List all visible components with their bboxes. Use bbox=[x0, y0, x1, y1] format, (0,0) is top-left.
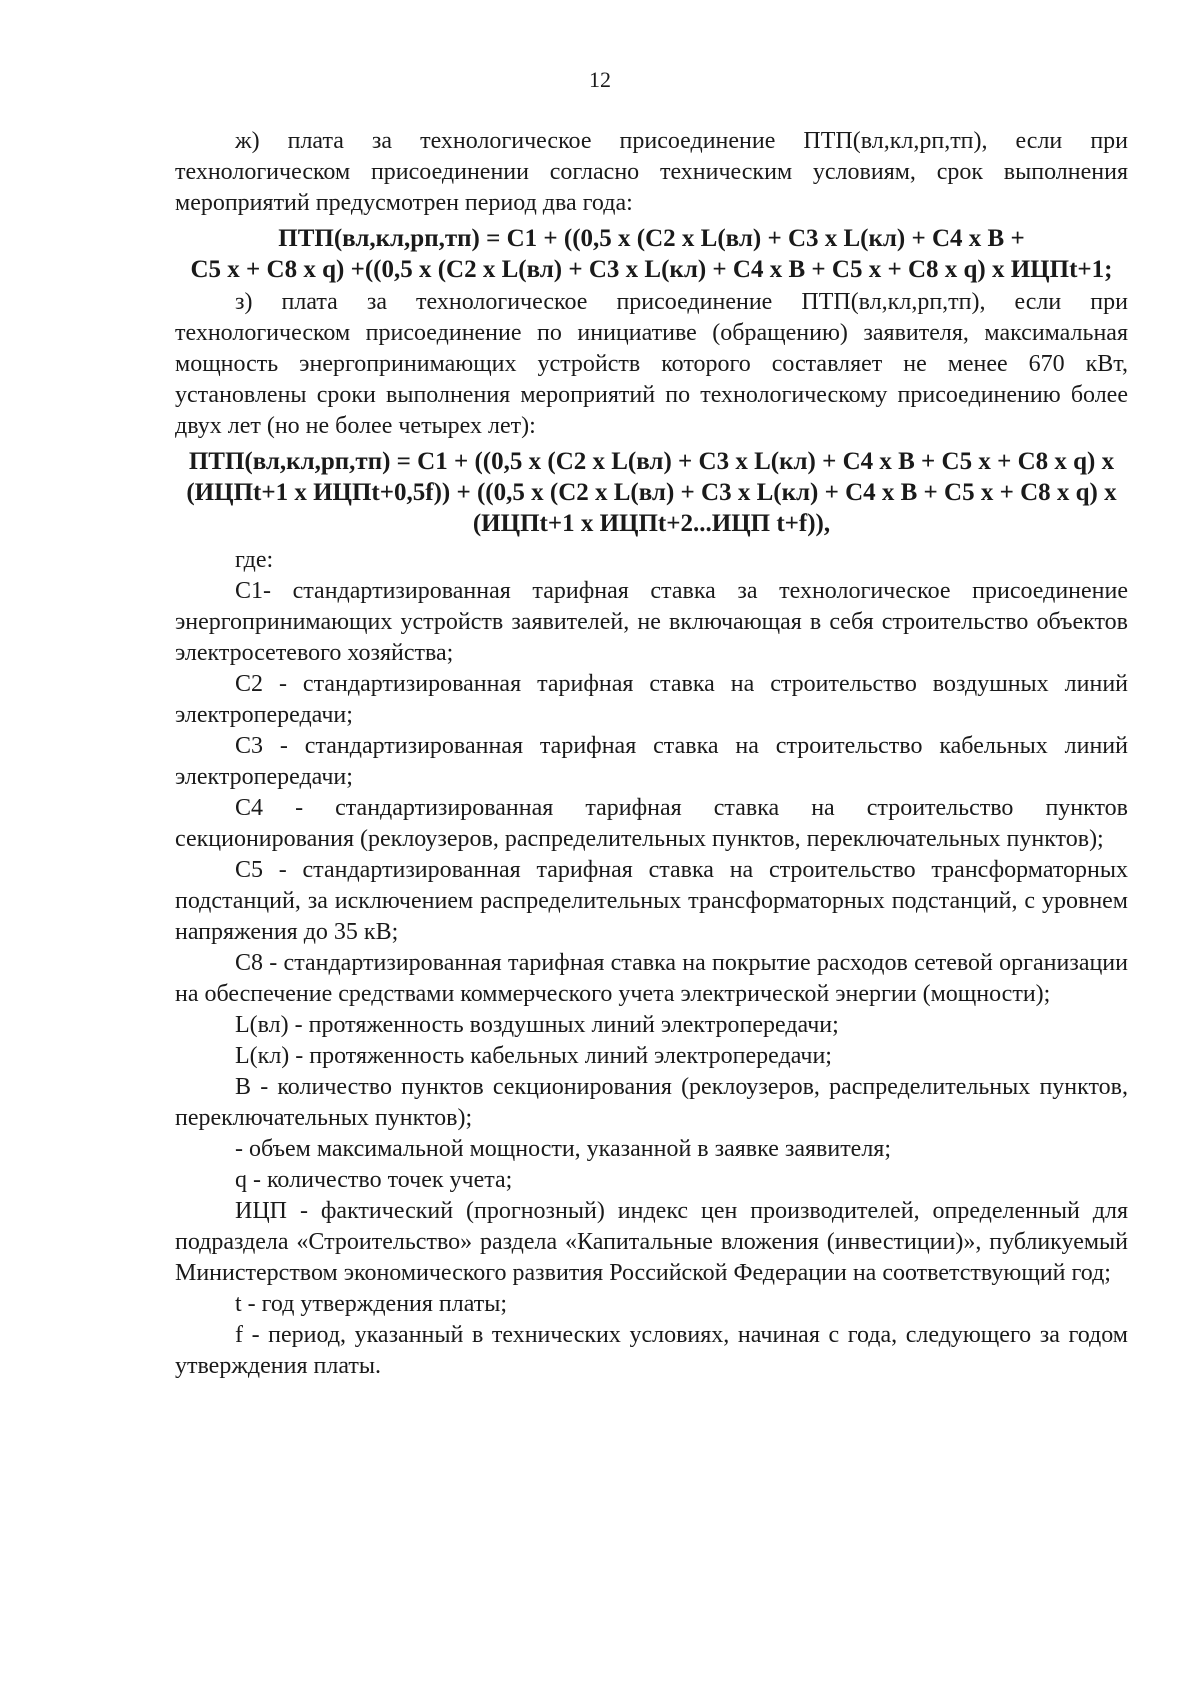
formula-2-line-1: ПТП(вл,кл,рп,тп) = С1 + ((0,5 х (С2 х L(вл) + С3 х L(кл) + С4 х В + С5 х + С8 х q) х bbox=[188, 448, 1115, 475]
definition-c4: С4 - стандартизированная тарифная ставка на строительство пунктов секционирования (реклоузеров, распределительных пунктов, переключательных пунктов); bbox=[175, 795, 1128, 852]
definition-l-vl: L(вл) - протяженность воздушных линий электропередачи; bbox=[235, 1012, 839, 1038]
formula-2-line-2: (ИЦПt+1 х ИЦПt+0,5f)) + ((0,5 х (С2 х L(вл) + С3 х L(кл) + С4 х В + С5 х + С8 х q) х bbox=[186, 479, 1117, 506]
definition-b: В - количество пунктов секционирования (реклоузеров, распределительных пунктов, переключательных пунктов); bbox=[175, 1074, 1128, 1131]
definition-c3: С3 - стандартизированная тарифная ставка на строительство кабельных линий электропередачи; bbox=[175, 733, 1128, 790]
formula-2 bbox=[175, 446, 1128, 539]
paragraph-z: з) плата за технологическое присоединение ПТП(вл,кл,рп,тп), если при технологическом присоединение по инициативе (обращению) заявителя, максимальная мощность энергопринимающих устройств которого составляет не менее 670 кВт, установлены сроки выполнения мероприятий по технологическому присоединению более двух лет (но не более четырех лет): bbox=[175, 289, 1128, 439]
definition-c5: С5 - стандартизированная тарифная ставка на строительство трансформаторных подстанций, за исключением распределительных трансформаторных подстанций, с уровнем напряжения до 35 кВ; bbox=[175, 857, 1128, 945]
definition-power: - объем максимальной мощности, указанной в заявке заявителя; bbox=[235, 1136, 892, 1162]
definition-icp: ИЦП - фактический (прогнозный) индекс цен производителей, определенный для подраздела «Строительство» раздела «Капитальные вложения (инвестиции)», публикуемый Министерством экономического развития Российской Федерации на соответствующий год; bbox=[175, 1198, 1128, 1286]
definition-l-kl: L(кл) - протяженность кабельных линий электропередачи; bbox=[235, 1043, 832, 1069]
document-body bbox=[175, 126, 1128, 1382]
page-number: 12 bbox=[589, 67, 611, 92]
formula-2-line-3: (ИЦПt+1 х ИЦПt+2...ИЦП t+f)), bbox=[472, 510, 831, 537]
definition-c2: С2 - стандартизированная тарифная ставка на строительство воздушных линий электропередачи; bbox=[175, 671, 1128, 728]
definition-f: f - период, указанный в технических условиях, начиная с года, следующего за годом утверждения платы. bbox=[175, 1322, 1128, 1379]
paragraph-zh: ж) плата за технологическое присоединение ПТП(вл,кл,рп,тп), если при технологическом присоединении согласно техническим условиям, срок выполнения мероприятий предусмотрен период два года: bbox=[175, 128, 1128, 216]
definition-c1: С1- стандартизированная тарифная ставка за технологическое присоединение энергопринимающих устройств заявителей, не включающая в себя строительство объектов электросетевого хозяйства; bbox=[175, 578, 1128, 666]
formula-1-line-1: ПТП(вл,кл,рп,тп) = С1 + ((0,5 х (С2 х L(вл) + С3 х L(кл) + С4 х В + bbox=[278, 225, 1025, 252]
definition-q: q - количество точек учета; bbox=[235, 1167, 513, 1193]
definition-c8: С8 - стандартизированная тарифная ставка на покрытие расходов сетевой организации на обеспечение средствами коммерческого учета электрической энергии (мощности); bbox=[175, 950, 1128, 1007]
formula-1 bbox=[175, 223, 1128, 285]
definition-t: t - год утверждения платы; bbox=[235, 1291, 508, 1317]
formula-1-line-2: С5 х + С8 х q) +((0,5 х (С2 х L(вл) + С3 х L(кл) + С4 х В + С5 х + С8 х q) х ИЦПt+1; bbox=[190, 256, 1113, 283]
where-label: где: bbox=[235, 547, 274, 573]
